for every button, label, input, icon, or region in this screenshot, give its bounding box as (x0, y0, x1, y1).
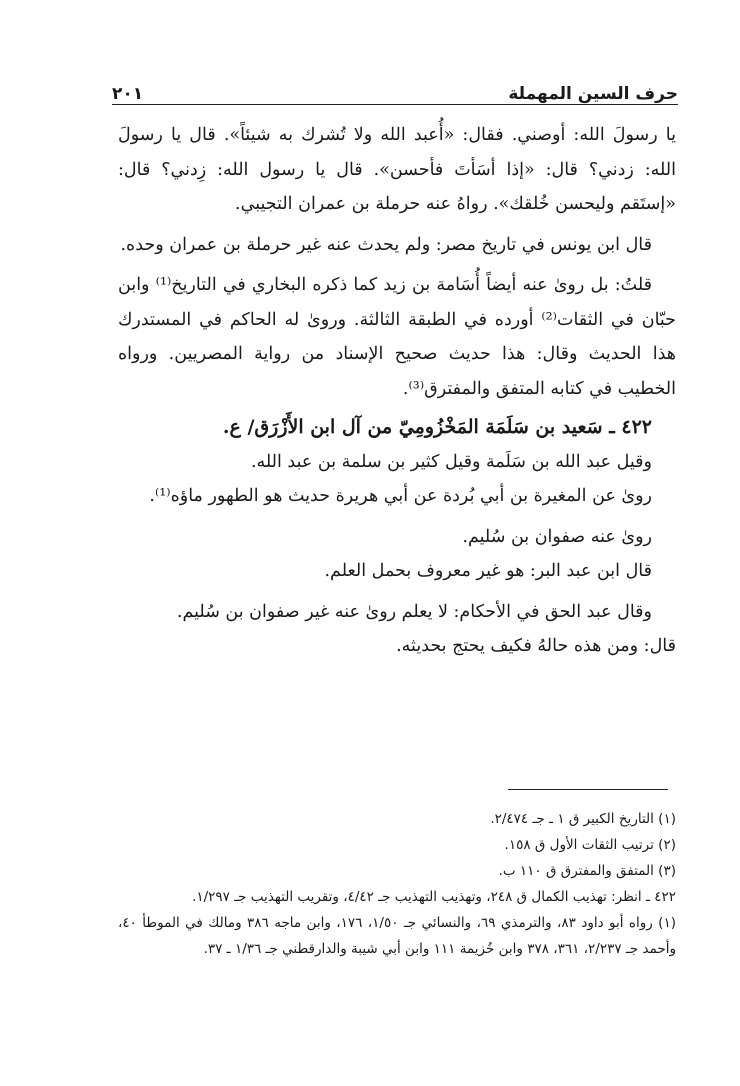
paragraph-author-note: قلتُ: بل روىٰ عنه أيضاً أُسَامة بن زيد كما ذكره البخاري في التاريخ⁽¹⁾ وابن حبّان في الثقات⁽²⁾ أورده في الطبقة الثالثة. وروىٰ له الحاكم في المستدرك هذا الحديث وقال: هذا حديث صحيح الإسناد من رواية المصريين. ورواه الخطيب في كتابه المتفق والمفترق⁽³⁾. (118, 275, 676, 399)
footnote-entry-422: ٤٢٢ ـ انظر: تهذيب الكمال ق ٢٤٨، وتهذيب التهذيب جـ ٤/٤٢، وتقريب التهذيب جـ ١/٢٩٧. (192, 889, 676, 905)
paragraph-abd-al-haqq: وقال عبد الحق في الأحكام: لا يعلم روىٰ عنه غير صفوان بن سُليم. (176, 601, 652, 622)
paragraph-ibn-yunus: قال ابن يونس في تاريخ مصر: ولم يحدث عنه غير حرملة بن عمران وحده. (120, 234, 652, 255)
paragraph-hadith: يا رسولَ الله: أوصني. فقال: «أُعبد الله ولا تُشرك به شيئاً». قال يا رسولَ الله: زدني؟ قال: «إذا أسَأتَ فأحسن». قال يا رسول الله: زِدني؟ قال: «إستَقم وليحسن خُلقك». رواهُ عنه حرملة بن عمران التجيبي. (118, 125, 676, 214)
footnote-1: (١) التاريخ الكبير ق ١ ـ جـ ٢/٤٧٤. (490, 811, 676, 827)
main-text (118, 118, 676, 664)
section-title: حرف السين المهملة (508, 84, 678, 104)
footnote-hadith-sources: (١) رواه أبو داود ٨٣، والترمذي ٦٩، والنسائي جـ ١/٥٠، ١٧٦، وابن ماجه ٣٨٦ ومالك في الموطأ ٤٠، وأحمد جـ ٢/٢٣٧، ٣٦١، ٣٧٨ وابن خُزيمة ١١١ وابن أبي شيبة والدارقطني جـ ١/٣٦ ـ ٣٧. (118, 915, 676, 957)
page-header (112, 70, 678, 104)
paragraph-ibn-abd-al-barr: قال ابن عبد البر: هو غير معروف بحمل العلم. (324, 561, 652, 581)
footnotes (118, 806, 676, 962)
paragraph-conclusion: قال: ومن هذه حالهُ فكيف يحتج بحديثه. (396, 636, 676, 656)
entry-heading-422: ٤٢٢ ـ سَعيد بن سَلَمَة المَخْزُومِيّ من آل ابن الأَزْرَق/ ع. (222, 416, 652, 438)
page-number: ٢٠١ (112, 84, 144, 104)
footnote-2: (٢) ترتيب الثقات الأول ق ١٥٨. (504, 837, 676, 853)
paragraph-alternate-names: وقيل عبد الله بن سَلَمة وقيل كثير بن سلمة بن عبد الله. (250, 451, 652, 472)
paragraph-narrated-from: روىٰ عن المغيرة بن أبي بُردة عن أبي هريرة حديث هو الطهور ماؤه⁽¹⁾. (149, 486, 652, 506)
paragraph-narrated-by: روىٰ عنه صفوان بن سُليم. (462, 526, 652, 547)
footnote-rule (508, 789, 668, 790)
footnote-3: (٣) المتفق والمفترق ق ١١٠ ب. (498, 863, 676, 879)
header-rule (112, 104, 678, 105)
